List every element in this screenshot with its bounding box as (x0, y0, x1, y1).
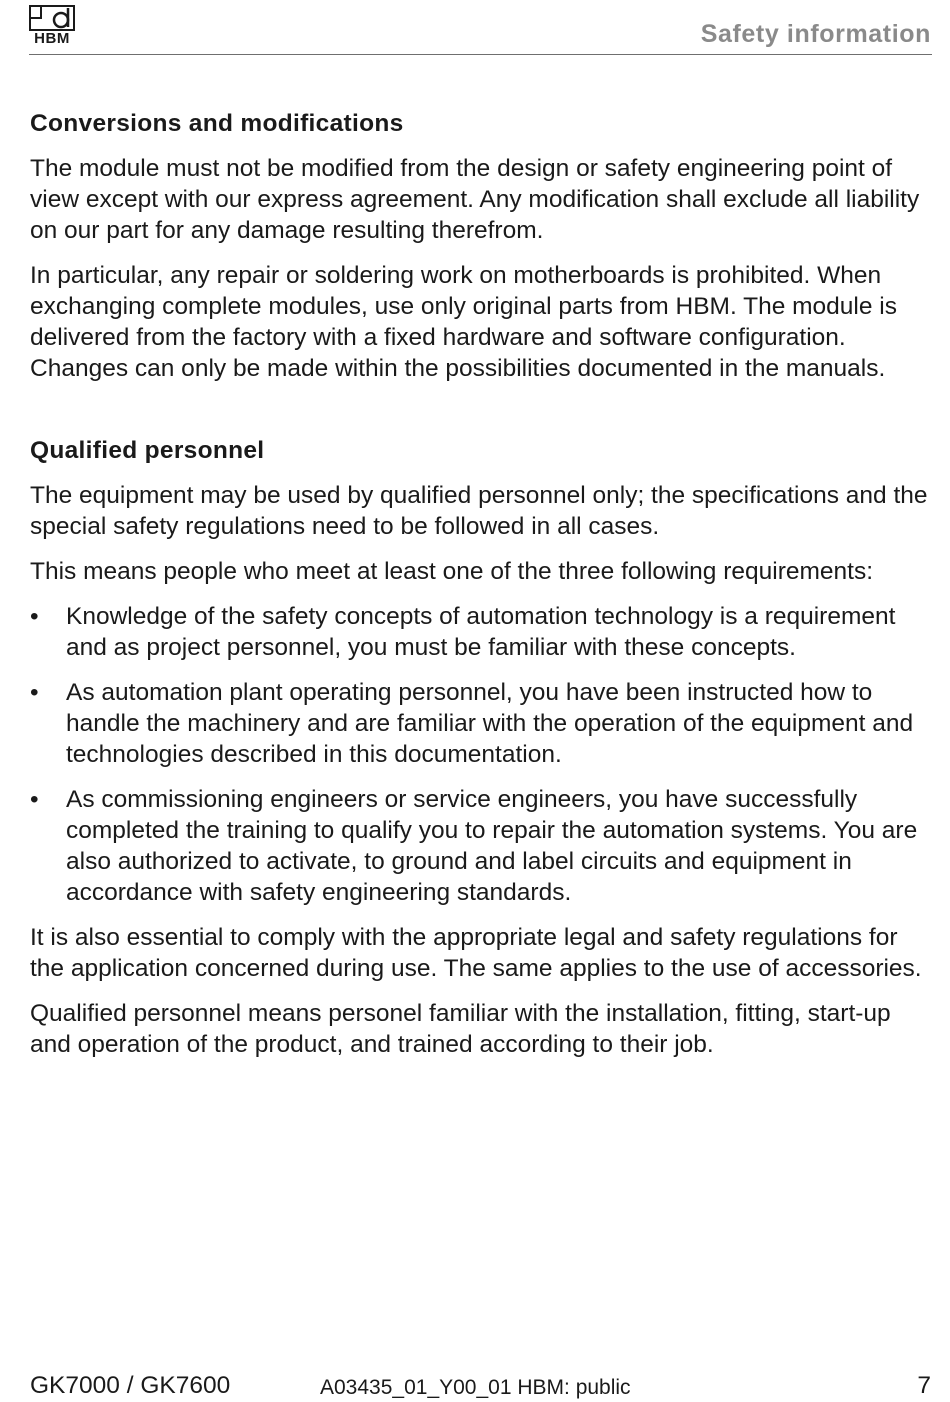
header-divider (29, 54, 932, 55)
section-spacer (30, 398, 934, 435)
bullet-icon: • (30, 679, 39, 706)
page-body (30, 108, 934, 1074)
list-item-text: As automation plant operating personnel, you have been instructed how to handle the machinery and are familiar with the operation of the equipment and technologies described in this documentation. (66, 679, 914, 768)
bullet-icon: • (30, 603, 39, 630)
list-item-text: Knowledge of the safety concepts of automation technology is a requirement and as project personnel, you must be familiar with these concepts. (66, 603, 896, 661)
requirements-list (30, 601, 934, 908)
list-item-text: As commissioning engineers or service engineers, you have successfully completed the training to qualify you to repair the automation systems. You are also authorized to activate, to ground and label circuits and equipment in accordance with safety engineering standards. (66, 786, 918, 906)
footer-product-name: GK7000 / GK7600 (30, 1372, 231, 1399)
hbm-logo (29, 5, 75, 47)
logo-text: HBM (34, 30, 70, 47)
paragraph: Qualified personnel means personel familiar with the installation, fitting, start-up and operation of the product, and trained according to their job. (30, 1000, 891, 1058)
paragraph: It is also essential to comply with the appropriate legal and safety regulations for the application concerned during use. The same applies to the use of accessories. (30, 924, 922, 982)
running-header-title: Safety information (700, 20, 931, 48)
list-item (30, 677, 934, 770)
footer-document-id: A03435_01_Y00_01 HBM: public (320, 1376, 631, 1399)
page-number: 7 (917, 1372, 931, 1399)
list-item (30, 784, 934, 908)
section-heading-qualified-personnel: Qualified personnel (30, 437, 265, 464)
paragraph: The equipment may be used by qualified personnel only; the specifications and the special safety regulations need to be followed in all cases. (30, 482, 928, 540)
paragraph: In particular, any repair or soldering work on motherboards is prohibited. When exchanging complete modules, use only original parts from HBM. The module is delivered from the factory with a fixed hardware and software configuration. Changes can only be made within the possibilities documented in the manuals. (30, 262, 897, 382)
bullet-icon: • (30, 786, 39, 813)
paragraph: The module must not be modified from the design or safety engineering point of view except with our express agreement. Any modification shall exclude all liability on our part for any damage resulting therefrom. (30, 155, 920, 244)
paragraph: This means people who meet at least one of the three following requirements: (30, 558, 874, 585)
hbm-logo-mark-icon (29, 5, 75, 31)
section-heading-conversions: Conversions and modifications (30, 110, 404, 137)
list-item (30, 601, 934, 663)
